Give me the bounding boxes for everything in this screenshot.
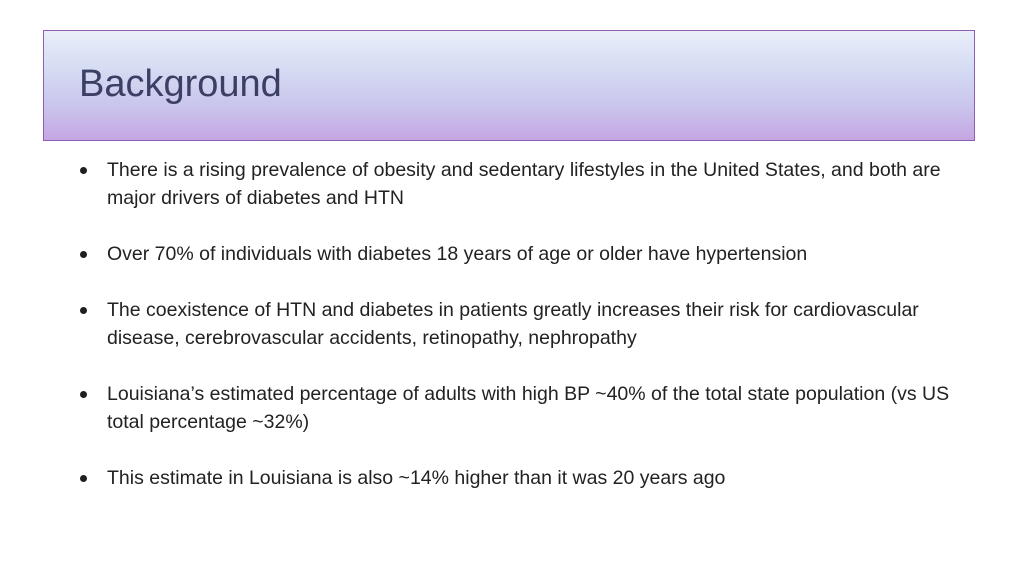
slide-title: Background bbox=[79, 63, 282, 105]
bullet-item bbox=[80, 240, 970, 268]
bullet-text: There is a rising prevalence of obesity and sedentary lifestyles in the United States, and both are major drivers of diabetes and HTN bbox=[107, 159, 941, 209]
bullet-text: Over 70% of individuals with diabetes 18 years of age or older have hypertension bbox=[107, 243, 808, 265]
bullet-text: Louisiana’s estimated percentage of adults with high BP ~40% of the total state population (vs US total percentage ~32%) bbox=[107, 383, 950, 433]
bullet-text: This estimate in Louisiana is also ~14% higher than it was 20 years ago bbox=[107, 467, 726, 489]
bullet-dot-icon bbox=[80, 391, 87, 398]
bullet-list bbox=[80, 156, 970, 520]
bullet-dot-icon bbox=[80, 307, 87, 314]
title-banner bbox=[43, 30, 975, 141]
bullet-item bbox=[80, 464, 970, 492]
bullet-dot-icon bbox=[80, 251, 87, 258]
bullet-item bbox=[80, 296, 970, 352]
bullet-text: The coexistence of HTN and diabetes in patients greatly increases their risk for cardiovascular disease, cerebrovascular accidents, retinopathy, nephropathy bbox=[107, 299, 919, 349]
bullet-dot-icon bbox=[80, 167, 87, 174]
bullet-item bbox=[80, 380, 970, 436]
bullet-dot-icon bbox=[80, 475, 87, 482]
bullet-item bbox=[80, 156, 970, 212]
